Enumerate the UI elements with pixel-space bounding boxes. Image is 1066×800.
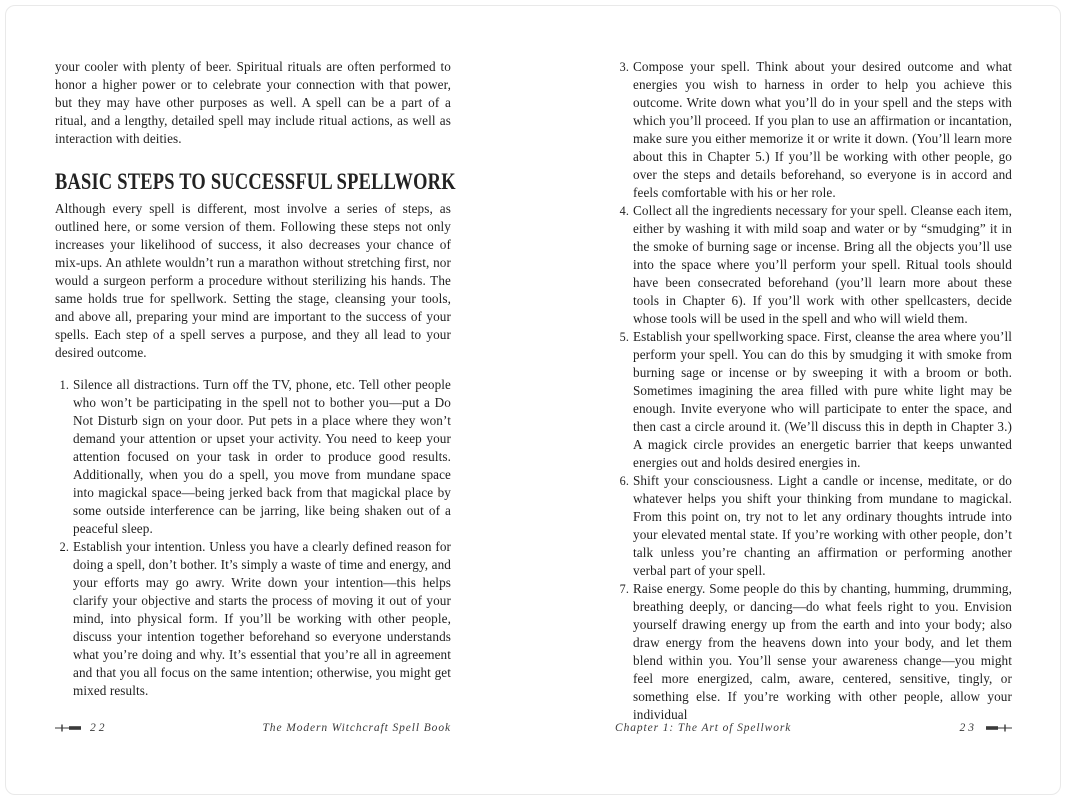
list-item-number: 2. (59, 540, 69, 554)
list-item-text: Raise energy. Some people do this by chanting, humming, drumming, breathing deeply, or dancing—do what feels right to you. Envision yourself drawing energy up from the earth and into your body; also draw energy from the heavens down into your body, and let them blend within you. You’ll sense your awareness change—you might feel more energized, calm, aware, centered, sensitive, tingly, or something else. If you’re working with other people, allow your individual (633, 581, 1012, 722)
footer-ornament-icon (986, 723, 1012, 733)
right-page (615, 58, 1012, 724)
intro-paragraph: Although every spell is different, most involve a series of steps, as outlined here, or some version of them. Following these steps not only increases your likelihood of success, it also decreases your chance of mix-ups. An athlete wouldn’t run a marathon without stretching first, nor would a surgeon perform a procedure without sterilizing his hands. The same holds true for spellwork. Setting the stage, cleansing your tools, and above all, preparing your mind are important to the success of your spells. Each step of a spell serves a purpose, and they all lead to your desired outcome. (55, 201, 451, 360)
list-item-number: 7. (619, 582, 629, 596)
left-page (55, 58, 456, 700)
list-item-text: Establish your intention. Unless you have a clearly defined reason for doing a spell, don’t bother. It’s simply a waste of time and energy, and your efforts may go awry. Write down your intention—this helps clarify your objective and starts the process of moving it out of your mind, into physical form. If you’ll be working with other people, discuss your intention together beforehand so everyone understands what you’re doing and why. It’s essential that you’re all in agreement and that you all focus on the same intention; otherwise, you might get mixed results. (73, 539, 451, 698)
list-item-text: Shift your consciousness. Light a candle or incense, meditate, or do whatever helps you shift your thinking from mundane to magickal. From this point on, try not to let any ordinary thoughts intrude into your elevated mental state. If you’re working with other people, don’t talk unless you’re chanting an affirmation or performing another verbal part of your spell. (633, 473, 1012, 578)
footer-ornament-icon (55, 723, 81, 733)
list-item (55, 376, 451, 538)
page-number: 22 (90, 722, 108, 734)
chapter-title-footer: Chapter 1: The Art of Spellwork (615, 722, 792, 734)
list-item (55, 538, 451, 700)
list-item (615, 472, 1012, 580)
list-item (615, 580, 1012, 724)
list-item-text: Compose your spell. Think about your desired outcome and what energies you wish to harness in order to help you achieve this outcome. Write down what you’ll do in your spell and the steps with which you’ll proceed. If you plan to use an affirmation or incantation, make sure you either memorize it or write it down. (You’ll learn more about this in Chapter 5.) If you’ll be working with other people, go over the steps and details beforehand, so everyone is in accord and feels comfortable with his or her role. (633, 59, 1012, 200)
list-item-text: Silence all distractions. Turn off the TV, phone, etc. Tell other people who won’t be participating in the spell not to bother you—put a Do Not Disturb sign on your door. Put pets in a place where they won’t demand your attention or upset your activity. You need to keep your attention focused on your task in order to produce good results. Additionally, when you do a spell, you move from mundane space into magickal space—being jerked back from that magickal place by some outside interference can be jarring, like being shaken out of a peaceful sleep. (73, 377, 451, 536)
list-item-text: Collect all the ingredients necessary for your spell. Cleanse each item, either by washing it with mild soap and water or by “smudging” it in the smoke of burning sage or incense. Bring all the objects you’ll use into the space where you’ll perform your spell. Ritual tools should have been consecrated beforehand (you’ll learn more about these tools in Chapter 6). If you’ll work with other spellcasters, decide whose tools will be used in the spell and who will wield them. (633, 203, 1012, 326)
list-item-number: 5. (619, 330, 629, 344)
list-item (615, 328, 1012, 472)
list-item-text: Establish your spellworking space. First, cleanse the area where you’ll perform your spell. You can do this by smudging it with smoke from burning sage or incense or by sweeping it with a broom or both. Sometimes imagining the area filled with pure white light may be enough. Invite everyone who will participate to enter the space, and then cast a circle around it. (We’ll discuss this in depth in Chapter 3.) A magick circle provides an energetic barrier that keeps unwanted energies out and holds desired energies in. (633, 329, 1012, 470)
numbered-list-left (55, 376, 451, 700)
list-item (615, 58, 1012, 202)
continuation-paragraph: your cooler with plenty of beer. Spiritual rituals are often performed to honor a higher power or to celebrate your connection with that power, but they may have other purposes as well. A spell can be a part of a ritual, and a lengthy, detailed spell may include ritual actions, as well as interaction with deities. (55, 59, 451, 146)
list-item-number: 1. (59, 378, 69, 392)
numbered-list-right (615, 58, 1012, 724)
right-page-footer (615, 722, 1012, 734)
page-number: 23 (959, 722, 977, 734)
list-item-number: 6. (619, 474, 629, 488)
left-page-footer (55, 722, 451, 734)
list-item-number: 3. (619, 60, 629, 74)
book-title-footer: The Modern Witchcraft Spell Book (262, 722, 451, 734)
list-item (615, 202, 1012, 328)
section-heading: BASIC STEPS TO SUCCESSFUL SPELLWORK (55, 169, 456, 194)
list-item-number: 4. (619, 204, 629, 218)
